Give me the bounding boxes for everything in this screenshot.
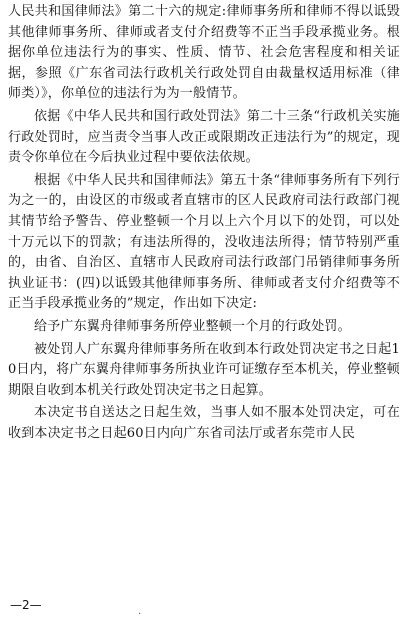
document-body <box>8 2 400 444</box>
paragraph-2: 依据《中华人民共和国行政处罚法》第二十三条“行政机关实施行政处罚时，应当责令当事人改正或限期改正违法行为”的规定，现责令你单位在今后执业过程中要依法依规。 <box>8 108 400 166</box>
paragraph-3: 根据《中华人民共和国律师法》第五十条“律师事务所有下列行为之一的，由设区的市级或者直辖市的区人民政府司法行政部门视其情节给予警告、停业整顿一个月以上六个月以下的处罚，可以处十万元以下的罚款；有违法所得的，没收违法所得；情节特别严重的，由省、自治区、直辖市人民政府司法行政部门吊销律师事务所执业证书：(四)以诋毁其他律师事务所、律师或者支付介绍费等不正当手段承揽业务的”规定，作出如下决定: <box>8 172 400 312</box>
paragraph-6: 本决定书自送达之日起生效，当事人如不服本处罚决定，可在收到本决定书之日起60日内向广东省司法厅或者东莞市人民 <box>8 405 400 441</box>
stray-mark: . <box>138 606 142 617</box>
page-number: —2— <box>10 598 42 612</box>
paragraph-5: 被处罚人广东翼舟律师事务所在收到本行政处罚决定书之日起10日内，将广东翼舟律师事务所执业许可证缴存至本机关，停业整顿期限自收到本机关行政处罚决定书之日起算。 <box>8 341 400 398</box>
paragraph-4: 给予广东翼舟律师事务所停业整顿一个月的行政处罚。 <box>34 318 351 334</box>
paragraph-1: 人民共和国律师法》第二十六的规定:律师事务所和律师不得以诋毁其他律师事务所、律师或者支付介绍费等不正当手段承揽业务。根据你单位违法行为的事实、性质、情节、社会危害程度和相关证据，参照《广东省司法行政机关行政处罚自由裁量权适用标准（律师类）》，你单位的违法行为为一般情节。 <box>8 4 400 102</box>
